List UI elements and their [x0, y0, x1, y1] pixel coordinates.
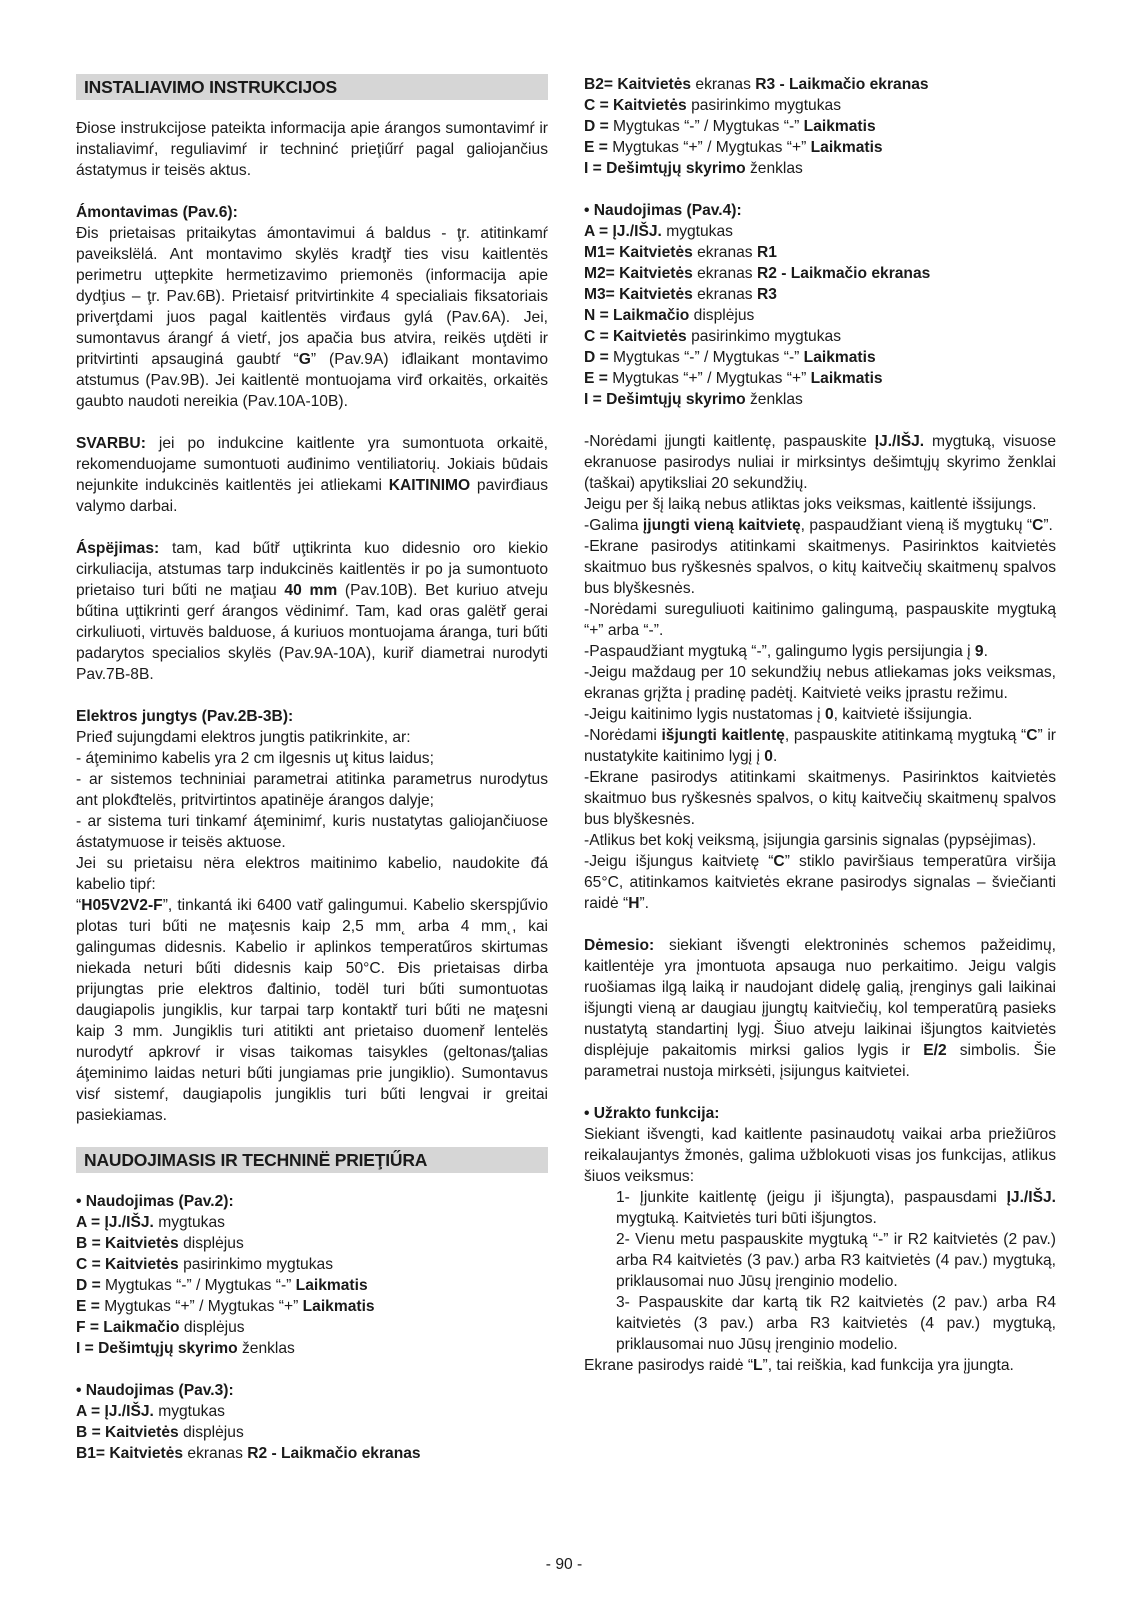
usage-pav3-title: • Naudojimas (Pav.3): [76, 1382, 234, 1399]
legend-item: D = Mygtukas “-” / Mygtukas “-” Laikmatis [584, 118, 876, 135]
instruction-para: Jeigu per šį laiką nebus atliktas joks veiksmas, kaitlentė išsijungs. [584, 496, 1037, 513]
section-heading-usage: NAUDOJIMASIS IR TECHNINË PRIEŢIŰRA [76, 1147, 548, 1173]
intro-paragraph: Điose instrukcijose pateikta informacija apie árangos sumontavimŕ ir instaliavimŕ, reguliavimŕ ir techninć prieţiűrŕ pagal galiojančius ástatymus ir teisës aktus. [76, 120, 548, 179]
legend-item: E = Mygtukas “+” / Mygtukas “+” Laikmatis [584, 370, 883, 387]
usage-pav2-list [76, 1212, 548, 1359]
section-heading-installation: INSTALIAVIMO INSTRUKCIJOS [76, 74, 548, 100]
legend-item: N = Laikmačio displėjus [584, 307, 755, 324]
usage-pav2 [76, 1191, 548, 1359]
legend-item: B2= Kaitvietės ekranas R3 - Laikmačio ekranas [584, 76, 929, 93]
legend-item: I = Dešimtųjų skyrimo ženklas [584, 160, 803, 177]
legend-item: D = Mygtukas “-” / Mygtukas “-” Laikmatis [76, 1277, 368, 1294]
instruction-para: -Ekrane pasirodys atitinkami skaitmenys. Pasirinktos kaitvietės skaitmuo bus ryškesnės spalvos, o kitų kaitvečių skaitmenų spalvos bus blyškesnės. [584, 538, 1056, 597]
legend-item: F = Laikmačio displėjus [76, 1319, 245, 1336]
electrical-line: Jei su prietaisu nëra elektros maitinimo kabelio, naudokite đá kabelio tipŕ: [76, 855, 548, 893]
usage-pav4-title: • Naudojimas (Pav.4): [584, 202, 742, 219]
legend-item: C = Kaitvietės pasirinkimo mygtukas [584, 328, 841, 345]
electrical-title: Elektros jungtys (Pav.2B-3B): [76, 708, 294, 725]
lock-step: 3- Paspauskite dar kartą tik R2 kaitvietės (2 pav.) arba R4 kaitvietės (3 pav.) arba R3 kaitvietės (4 pav.) mygtuką, priklausomai nuo Jūsų įrenginio modelio. [616, 1294, 1056, 1353]
legend-item: B = Kaitvietės displėjus [76, 1235, 244, 1252]
left-column [76, 74, 548, 1464]
legend-item: B1= Kaitvietės ekranas R2 - Laikmačio ekranas [76, 1445, 421, 1462]
legend-item: A = ĮJ./IŠJ. mygtukas [76, 1214, 225, 1231]
electrical-line: - áţeminimo kabelis yra 2 cm ilgesnis uţ kitus laidus; [76, 750, 434, 767]
legend-item: D = Mygtukas “-” / Mygtukas “-” Laikmatis [584, 349, 876, 366]
legend-item: M2= Kaitvietės ekranas R2 - Laikmačio ekranas [584, 265, 931, 282]
legend-item: E = Mygtukas “+” / Mygtukas “+” Laikmatis [584, 139, 883, 156]
electrical-line: - ar sistemos techniniai parametrai atitinka parametrus nurodytus ant plokđtelës, pritvirtintos apatinëje árangos dalyje; [76, 771, 548, 809]
lock-step: 2- Vienu metu paspauskite mygtuką “-” ir R2 kaitvietės (2 pav.) arba R4 kaitvietės (3 pav.) arba R3 kaitvietės (4 pav.) mygtuką, priklausomai nuo Jūsų įrenginio modelio. [616, 1231, 1056, 1290]
usage-pav4 [584, 200, 1056, 410]
usage-pav4-list [584, 221, 1056, 410]
electrical-line: - ar sistema turi tinkamŕ áţeminimŕ, kuris nustatytas galiojančiuose ástatymuose ir teisës aktuose. [76, 813, 548, 851]
electrical-section [76, 706, 548, 1126]
cable-paragraph: “H05V2V2-F”, tinkantá iki 6400 vatř galingumui. Kabelio skerspjűvio plotas turi bűti ne maţesnis kaip 2,5 mm˛ arba 4 mm˛, kai galingumas didesnis. Kabelio ir aplinkos temperatűros skirtumas niekada neturi bűti didesnis kaip 50°C. Đis prietaisas dirba prijungtas prie elektros đaltinio, todël turi bűti sumontuotas daugiapolis jungiklis, kur tarpai tarp kontaktř turi bűti ne maţesni kaip 3 mm. Jungiklis turi atitikti ant prietaiso duomenř lentelës nurodytŕ apkrovŕ ir visas taikomas taisykles (geltonas/ţalias áţeminimo laidas neturi bűti jungiamas prie jungiklio). Sumontavus visŕ sistemŕ, daugiapolis jungiklis turi bűti lengvai ir greitai pasiekiamas. [76, 897, 548, 1124]
lock-function-text: Siekiant išvengti, kad kaitlente pasinaudotų vaikai arba priežiūros reikalaujantys žmonės, galima užblokuoti visas jos funkcijas, atlikus šiuos veiksmus: [584, 1126, 1056, 1185]
page-number: - 90 - [545, 1556, 583, 1573]
legend-item: A = ĮJ./IŠJ. mygtukas [584, 223, 733, 240]
legend-item: C = Kaitvietės pasirinkimo mygtukas [584, 97, 841, 114]
legend-item: E = Mygtukas “+” / Mygtukas “+” Laikmatis [76, 1298, 375, 1315]
right-column [584, 74, 1056, 1376]
important-paragraph: SVARBU: jei po indukcine kaitlente yra sumontuota orkaitë, rekomenduojame sumontuoti auđinimo ventiliatorių. Jokiais būdais nejunkite indukcinës kaitlentës jei atliekami KAITINIMO pavirđiaus valymo darbai. [76, 435, 548, 515]
legend-item: M1= Kaitvietės ekranas R1 [584, 244, 777, 261]
warning-paragraph: Áspëjimas: tam, kad bűtř uţtikrinta kuo didesnio oro kiekio cirkuliacija, atstumas tarp indukcinës kaitlentës ir po ja sumontuoto prietaiso turi bűti ne maţiau 40 mm (Pav.10B). Bet kuriuo atveju bűtina uţtikrinti gerŕ árangos vëdinimŕ. Tam, kad oras galëtř gerai cirkuliuoti, virtuvës balduose, á kuriuos montuojama áranga, turi bűti padarytos specialios skylës (Pav.9A-10A), kuriř diametrai nurodyti Pav.7B-8B. [76, 540, 548, 683]
legend-item: A = ĮJ./IŠJ. mygtukas [76, 1403, 225, 1420]
electrical-line: Prieđ sujungdami elektros jungtis patikrinkite, ar: [76, 729, 411, 746]
instruction-para: -Paspaudžiant mygtuką “-”, galingumo lygis persijungia į 9. [584, 643, 988, 660]
legend-item: B = Kaitvietės displėjus [76, 1424, 244, 1441]
instruction-para: -Jeigu išjungus kaitvietę “C” stiklo paviršiaus temperatūra viršija 65°C, atitinkamos kaitvietės ekrane pasirodys signalas – šviečianti raidė “H”. [584, 853, 1056, 912]
instruction-para: -Ekrane pasirodys atitinkami skaitmenys. Pasirinktos kaitvietės skaitmuo bus ryškesnės spalvos, o kitų kaitvečių skaitmenų spalvos bus blyškesnės. [584, 769, 1056, 828]
mounting-section [76, 202, 548, 412]
instruction-para: -Jeigu kaitinimo lygis nustatomas į 0, kaitvietė išsijungia. [584, 706, 973, 723]
instruction-para: -Norėdami įjungti kaitlentę, paspauskite ĮJ./IŠJ. mygtuką, visuose ekranuose pasirodys nuliai ir mirksintys dešimtųjų skyrimo ženklai (taškai) apytiksliai 20 sekundžių. [584, 433, 1057, 492]
instruction-para: -Atlikus bet kokį veiksmą, įsijungia garsinis signalas (pypsėjimas). [584, 832, 1037, 849]
usage-pav3-list [76, 1401, 548, 1464]
mounting-title: Ámontavimas (Pav.6): [76, 204, 238, 221]
legend-item: C = Kaitvietės pasirinkimo mygtukas [76, 1256, 333, 1273]
instruction-para: -Norėdami išjungti kaitlentę, paspauskite atitinkamą mygtuką “C” ir nustatykite kaitinimo lygį į 0. [584, 727, 1056, 765]
usage-pav3-continued [584, 74, 1056, 179]
legend-item: M3= Kaitvietės ekranas R3 [584, 286, 777, 303]
usage-pav2-title: • Naudojimas (Pav.2): [76, 1193, 234, 1210]
lock-steps [584, 1187, 1056, 1355]
usage-pav3 [76, 1380, 548, 1464]
lock-step: 1- Įjunkite kaitlentę (jeigu ji išjungta), paspausdami ĮJ./IŠJ. mygtuką. Kaitvietės turi būti išjungtos. [616, 1189, 1056, 1227]
lock-function-section [584, 1103, 1056, 1376]
lock-function-title: • Užrakto funkcija: [584, 1105, 720, 1122]
operation-instructions [584, 431, 1056, 914]
attention-paragraph: Dėmesio: siekiant išvengti elektroninės schemos pažeidimų, kaitlentėje yra įmontuota apsauga nuo perkaitimo. Jeigu valgis ruošiamas ilgą laiką ir naudojant didelę galią, įrenginys gali laikinai išjungti vieną ar daugiau įjungtų kaitviečių, kol temperatūrą pasieks nustatytą standartinį lygį. Šiuo atveju laikinai išjungtos kaitvietės displėjuje pakaitomis mirksi galios lygis ir E/2 simbolis. Šie parametrai nustoja mirksėti, įsijungus kaitvietei. [584, 937, 1056, 1080]
instruction-para: -Galima įjungti vieną kaitvietę, paspaudžiant vieną iš mygtukų “C”. [584, 517, 1053, 534]
mounting-text: Đis prietaisas pritaikytas ámontavimui á baldus - ţr. atitinkamŕ paveikslëlá. Ant montavimo skylës kradţř ties visu kaitlentës perimetru uţtepkite hermetizavimo priemonës (informacija apie dydţius – ţr. Pav.6B). Prietaisŕ pritvirtinkite 4 specialiais fiksatoriais priverţdami juos pagal kaitlentës virđaus gylá (Pav.6A). Jei, sumontavus árangŕ á vietŕ, jos apačia bus atvira, reikës uţdëti ir pritvirtinti apsauginá gaubtŕ “G” (Pav.9A) iđlaikant montavimo atstumus (Pav.9B). Jei kaitlentë montuojama virđ orkaitës, orkaitës gaubto naudoti nereikia (Pav.10A-10B). [76, 225, 548, 410]
legend-item: I = Dešimtųjų skyrimo ženklas [76, 1340, 295, 1357]
instruction-para: -Jeigu maždaug per 10 sekundžių nebus atliekamas joks veiksmas, ekranas grįžta į pradinę padėtį. Kaitvietė veiks įprastu režimu. [584, 664, 1056, 702]
lock-final-text: Ekrane pasirodys raidė “L”, tai reiškia, kad funkcija yra įjungta. [584, 1357, 1014, 1374]
legend-item: I = Dešimtųjų skyrimo ženklas [584, 391, 803, 408]
instruction-para: -Norėdami sureguliuoti kaitinimo galingumą, paspauskite mygtuką “+” arba “-”. [584, 601, 1056, 639]
